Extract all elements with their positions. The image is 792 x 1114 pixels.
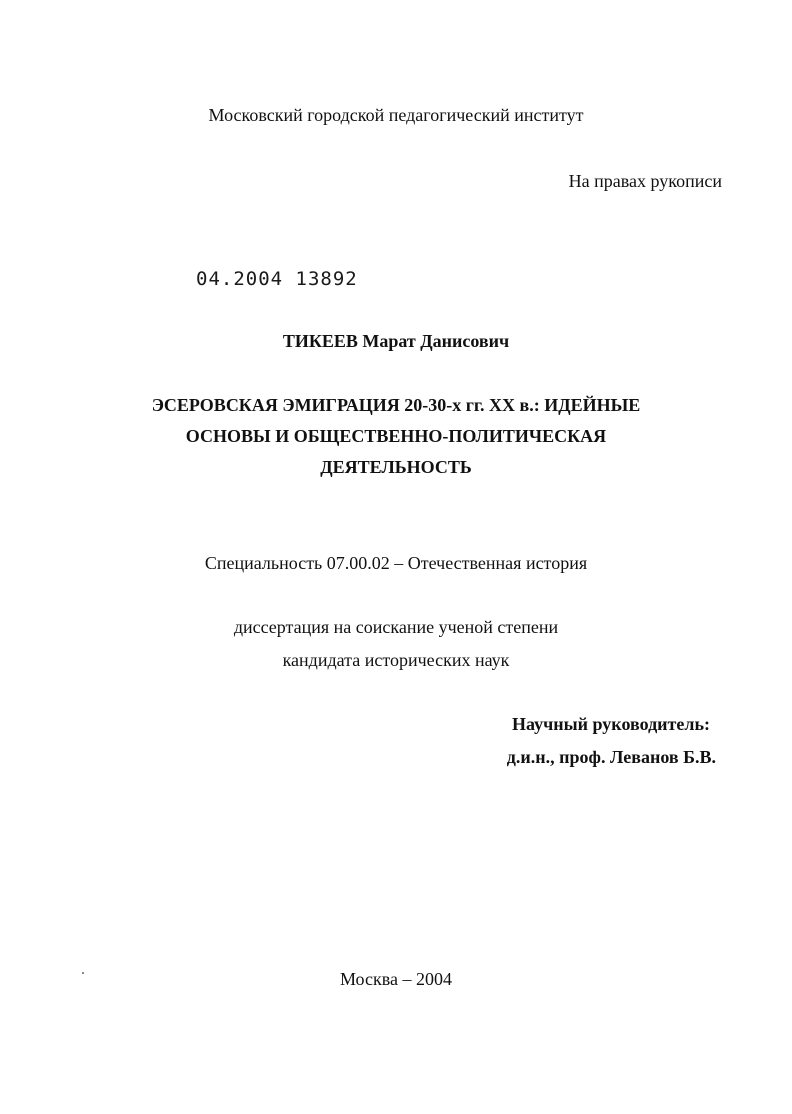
supervisor-label: Научный руководитель:	[512, 714, 710, 734]
author-name: ТИКЕЕВ Марат Данисович	[282, 331, 510, 351]
thesis-title-line-2: ОСНОВЫ И ОБЩЕСТВЕННО-ПОЛИТИЧЕСКАЯ	[185, 426, 607, 446]
thesis-title-line-3: ДЕЯТЕЛЬНОСТЬ	[320, 457, 472, 477]
specialty-line: Специальность 07.00.02 – Отечественная история	[204, 553, 588, 573]
degree-line-2: кандидата исторических наук	[282, 650, 510, 670]
supervisor-name: д.и.н., проф. Леванов Б.В.	[506, 747, 716, 767]
degree-line-1: диссертация на соискание ученой степени	[233, 617, 559, 637]
institution-name: Московский городской педагогический институт	[208, 105, 584, 125]
scan-speck	[82, 972, 84, 974]
thesis-title-line-1: ЭСЕРОВСКАЯ ЭМИГРАЦИЯ 20-30-х гг. ХХ в.: ИДЕЙНЫЕ	[151, 395, 641, 415]
city-year: Москва – 2004	[340, 969, 452, 989]
registration-stamp: 04.2004 13892	[196, 268, 358, 290]
rights-note: На правах рукописи	[568, 171, 722, 191]
